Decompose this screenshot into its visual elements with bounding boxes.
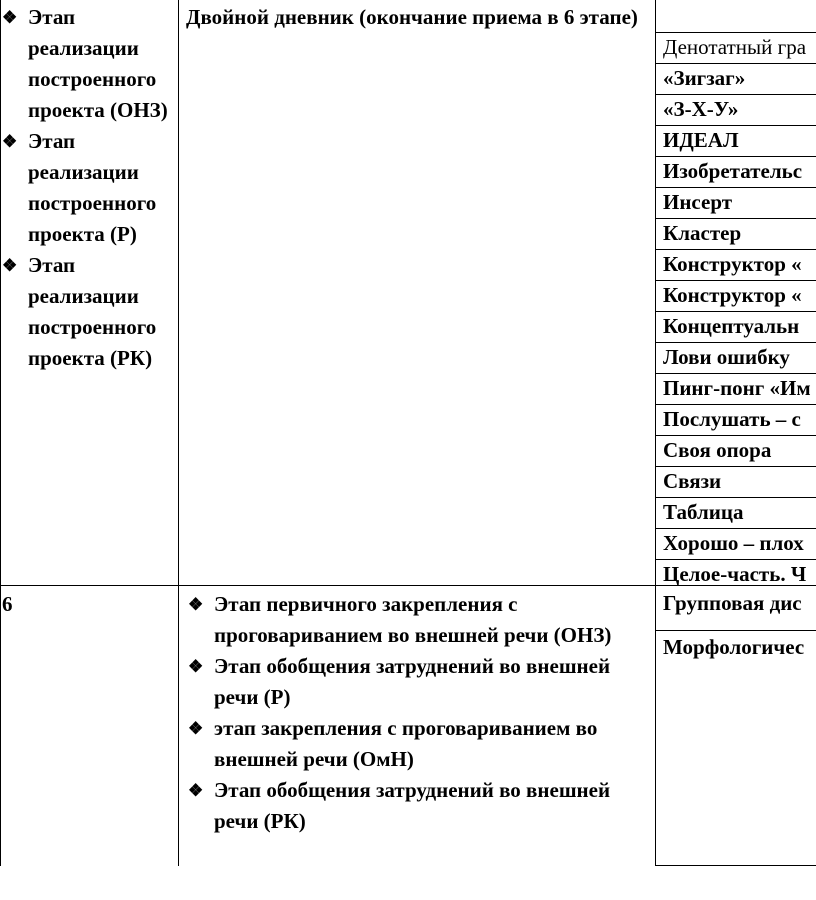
stage-item-text: Этап первичного закрепления с проговариванием во внешней речи (ОНЗ) bbox=[214, 592, 612, 647]
stage-item-text: Этап реализации построенного проекта (РК) bbox=[28, 253, 157, 370]
stage-item-text: Этап реализации построенного проекта (Р) bbox=[28, 129, 157, 246]
table-border-col1-left bbox=[0, 0, 1, 866]
technique-list-item: Лови ошибку bbox=[663, 345, 790, 369]
technique-list-item: Послушать – с bbox=[663, 407, 801, 431]
technique-list-item: Концептуальн bbox=[663, 314, 800, 338]
row2-col1-lesson-number bbox=[2, 589, 13, 620]
technique-list-item: «Зигзаг» bbox=[663, 66, 746, 90]
technique-list-item: Своя опора bbox=[663, 438, 772, 462]
stage-item bbox=[2, 126, 176, 250]
technique-list-item: Денотатный гра bbox=[663, 35, 807, 59]
table-border-col2-left bbox=[178, 0, 179, 866]
stage-item-text: Этап обобщения затруднений во внешней речи (РК) bbox=[214, 778, 611, 833]
stage-item bbox=[188, 589, 650, 651]
diamond-bullet-icon: ❖ bbox=[2, 8, 18, 27]
stage-item bbox=[188, 651, 650, 713]
stage-item bbox=[188, 775, 650, 837]
technique-list-item: Групповая дис bbox=[663, 591, 802, 615]
technique-list-item: Конструктор « bbox=[663, 283, 802, 307]
lesson-number: 6 bbox=[2, 592, 13, 616]
technique-list-item: Таблица bbox=[663, 500, 744, 524]
stage-item-text: этап закрепления с проговариванием во внешней речи (ОмН) bbox=[214, 716, 598, 771]
stage-item bbox=[2, 2, 176, 126]
technique-list-item: Кластер bbox=[663, 221, 742, 245]
technique-list-item: «З-Х-У» bbox=[663, 97, 739, 121]
diamond-bullet-icon: ❖ bbox=[188, 781, 204, 800]
row1-col2-technique bbox=[186, 2, 648, 33]
technique-list-item: Пинг-понг «Им bbox=[663, 376, 811, 400]
diamond-bullet-icon: ❖ bbox=[2, 256, 18, 275]
technique-list-item: Морфологичес bbox=[663, 635, 805, 659]
technique-list-item: Изобретательс bbox=[663, 159, 803, 183]
stage-item-text: Этап реализации построенного проекта (ОНЗ) bbox=[28, 5, 168, 122]
technique-list-item: Связи bbox=[663, 469, 722, 493]
technique-list-item: Инсерт bbox=[663, 190, 733, 214]
technique-list-item: ИДЕАЛ bbox=[663, 128, 739, 152]
diamond-bullet-icon: ❖ bbox=[2, 132, 18, 151]
col3-bottom-border bbox=[655, 865, 816, 866]
technique-list-item: Целое-часть. Ч bbox=[663, 562, 807, 586]
diamond-bullet-icon: ❖ bbox=[188, 595, 204, 614]
technique-list-item: Хорошо – плох bbox=[663, 531, 804, 555]
stage-item-text: Этап обобщения затруднений во внешней речи (Р) bbox=[214, 654, 611, 709]
stage-item bbox=[2, 250, 176, 374]
diamond-bullet-icon: ❖ bbox=[188, 719, 204, 738]
row1-col1-stages bbox=[2, 2, 176, 374]
col3-row-line bbox=[655, 630, 816, 631]
technique-list-item: Конструктор « bbox=[663, 252, 802, 276]
table-border-col3-left bbox=[655, 0, 656, 866]
technique-text: Двойной дневник (окончание приема в 6 этапе) bbox=[186, 5, 638, 29]
diamond-bullet-icon: ❖ bbox=[188, 657, 204, 676]
stage-item bbox=[188, 713, 650, 775]
row2-col2-stages bbox=[188, 589, 650, 837]
